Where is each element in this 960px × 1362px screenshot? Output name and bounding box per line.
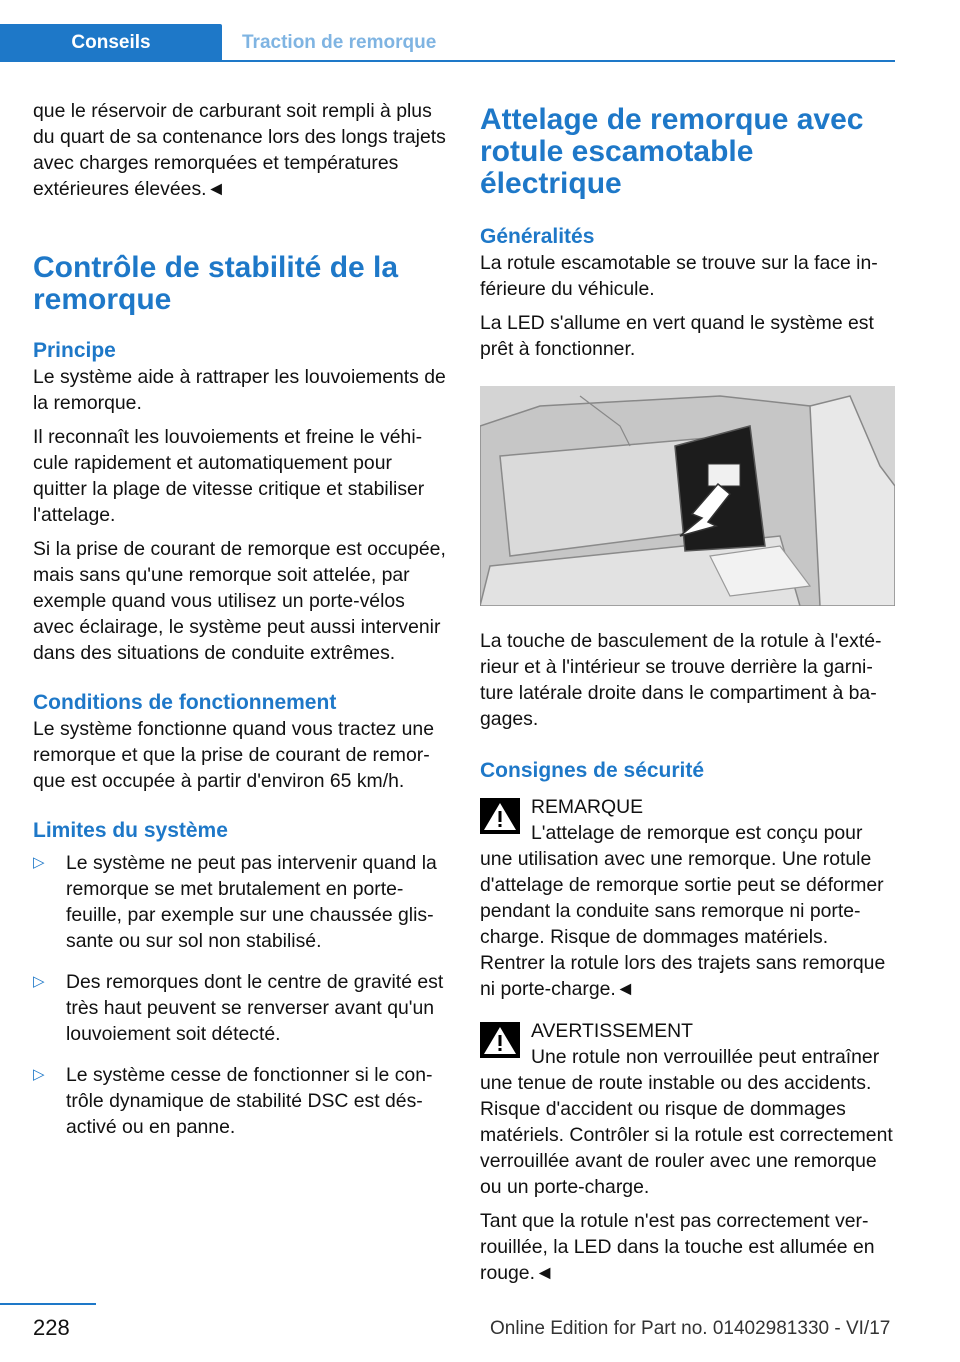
list-item-text: Des remorques dont le centre de gravité est très haut peuvent se renverser avant qu'un louvoiement soit détecté.: [66, 971, 444, 1045]
generalites-paragraph-1: La rotule escamotable se trouve sur la face inférieure du véhicule.: [480, 252, 878, 300]
header-rule: [0, 60, 895, 62]
principe-paragraph-1: Le système aide à rattraper les louvoiements de la remorque.: [33, 366, 446, 414]
triangle-bullet-icon: ▷: [33, 854, 45, 871]
footer-rule: [0, 1303, 96, 1305]
warning-paragraph-2: Tant que la rotule n'est pas correctement verrouillée, la LED dans la touche est allumée en rouge.◄: [480, 1210, 875, 1284]
subsection-title-generalites: Généralités: [480, 225, 595, 248]
page-number: 228: [33, 1315, 70, 1340]
conditions-paragraph: Le système fonctionne quand vous tractez une remorque et que la prise de courant de remorque est occupée à partir d'environ 65 km/h.: [33, 718, 434, 792]
tab-conseils[interactable]: Conseils: [0, 24, 222, 62]
generalites-paragraph-2: La LED s'allume en vert quand le système est prêt à fonctionner.: [480, 312, 874, 360]
warning-label: AVERTISSEMENT: [531, 1020, 693, 1042]
warning-triangle-icon: [480, 1022, 520, 1058]
list-item-text: Le système cesse de fonctionner si le contrôle dynamique de stabilité DSC est désactivé ou en panne.: [66, 1064, 433, 1138]
trunk-illustration: [480, 386, 895, 606]
principe-paragraph-3: Si la prise de courant de remorque est occupée, mais sans qu'une remorque soit attelée, par exemple quand vous utilisez un porte-vélos avec éclairage, le système peut aussi intervenir dans des situations de conduite extrêmes.: [33, 538, 446, 664]
warning-triangle-icon: [480, 798, 520, 834]
left-column: [33, 98, 448, 1155]
warning-text: Une rotule non verrouillée peut entraîner une tenue de route instable ou des accidents. Risque d'accident ou risque de dommages matériels. Contrôler si la rotule est correctement verrouillée avant de rouler avec une remorque ou un porte-charge.: [480, 1046, 893, 1198]
subsection-title-limites: Limites du système: [33, 819, 228, 842]
list-item: [33, 969, 448, 1047]
warning-block: [480, 1018, 895, 1200]
right-column: [480, 104, 895, 1294]
trunk-drawing: [480, 386, 895, 606]
triangle-bullet-icon: ▷: [33, 973, 45, 990]
subsection-title-principe: Principe: [33, 339, 116, 362]
notice-label: REMARQUE: [531, 796, 644, 818]
limites-list: [33, 850, 448, 1140]
intro-paragraph: que le réservoir de carburant soit rempli à plus du quart de sa contenance lors des longs trajets avec charges remorquées et températures extérieures élevées.◄: [33, 100, 446, 200]
notice-block: [480, 794, 895, 1002]
list-item-text: Le système ne peut pas intervenir quand la remorque se met brutalement en porte-feuille, par exemple sur une chaussée glissante ou sur sol non stabilisé.: [66, 852, 437, 952]
edition-footer: Online Edition for Part no. 01402981330 - VI/17: [490, 1318, 891, 1339]
principe-paragraph-2: Il reconnaît les louvoiements et freine le véhicule rapidement et automatiquement pour quitter la plage de vitesse critique et stabiliser l'attelage.: [33, 426, 425, 526]
subsection-title-consignes: Consignes de sécurité: [480, 759, 705, 782]
subsection-title-conditions: Conditions de fonctionnement: [33, 691, 337, 714]
tab-traction-de-remorque[interactable]: Traction de remorque: [242, 32, 437, 53]
list-item: [33, 1062, 448, 1140]
notice-text: L'attelage de remorque est conçu pour une utilisation avec une remorque. Une rotule d'attelage de remorque sortie peut se déformer pendant la conduite sans remorque ni porte-charge. Risque de dommages matériels. Rentrer la rotule lors des trajets sans remorque ni porte-charge.◄: [480, 822, 886, 1000]
list-item: [33, 850, 448, 954]
section-title-attelage: Attelage de remorque avec rotule escamotable électrique: [480, 103, 864, 200]
figure-caption: La touche de basculement de la rotule à l'extérieur et à l'intérieur se trouve derrière la garniture latérale droite dans le compartiment à bagages.: [480, 630, 882, 730]
triangle-bullet-icon: ▷: [33, 1066, 45, 1083]
section-title-stabilite: Contrôle de stabilité de la remorque: [33, 251, 399, 316]
